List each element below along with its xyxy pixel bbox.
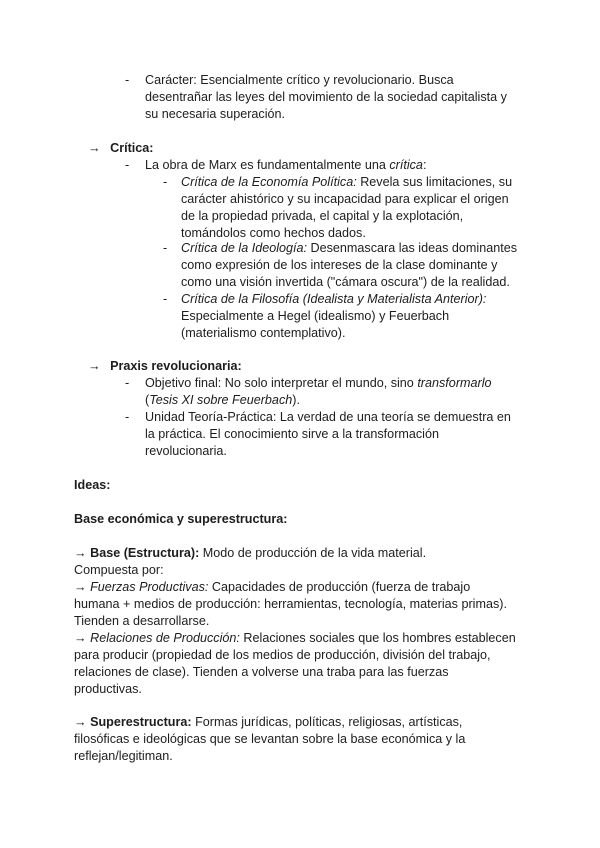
critica-economia xyxy=(181,174,512,242)
arrow-icon: → xyxy=(74,580,87,594)
tesis-italic: Tesis XI sobre Feuerbach xyxy=(149,393,293,407)
sub1-dash xyxy=(163,174,167,191)
fuerzas-title: Fuerzas Productivas: xyxy=(90,580,209,594)
sub-title: Crítica de la Filosofía (Idealista y Materialista Anterior): xyxy=(181,292,487,306)
base-section-heading: Base económica y superestructura: xyxy=(74,512,288,526)
arrow-icon: → xyxy=(74,546,87,560)
paren-close: ). xyxy=(292,393,300,407)
ideas-label: Ideas: xyxy=(74,478,111,492)
critica-heading-row xyxy=(88,140,153,157)
arrow-icon: → xyxy=(88,359,101,373)
sub-rest: Desenmascara las ideas dominantes xyxy=(307,241,518,255)
text-line: su necesaria superación. xyxy=(145,107,286,121)
text-line: Especialmente a Hegel (idealismo) y Feuerbach xyxy=(181,309,450,323)
sub-title: Crítica de la Ideología: xyxy=(181,241,308,255)
bullet-dash: - xyxy=(125,73,130,87)
praxis-heading: Praxis revolucionaria: xyxy=(110,359,242,373)
critica-heading: Crítica: xyxy=(110,141,154,155)
text-line: Carácter: Esencialmente crítico y revolucionario. Busca xyxy=(145,73,454,87)
sub-title: Crítica de la Economía Política: xyxy=(181,175,357,189)
text-line: para producir (propiedad de los medios de producción, división del trabajo, xyxy=(74,648,491,662)
text-line: Unidad Teoría-Práctica: La verdad de una teoría se demuestra en xyxy=(145,410,511,424)
arrow-icon: → xyxy=(74,631,87,645)
text-line: revolucionaria. xyxy=(145,444,227,458)
arrow-icon: → xyxy=(88,141,101,155)
base-block xyxy=(74,545,516,698)
text-line: de la propiedad privada, el capital y la explotación, xyxy=(181,209,464,223)
text-line: carácter ahistórico y su incapacidad para explicar el origen xyxy=(181,192,509,206)
sub-rest: Revela sus limitaciones, su xyxy=(356,175,513,189)
critica-intro xyxy=(145,157,426,174)
praxis-item2-dash xyxy=(125,409,129,426)
text-line: humana + medios de producción: herramientas, tecnología, materias primas). xyxy=(74,597,507,611)
arrow-icon: → xyxy=(74,715,87,729)
relaciones-rest: Relaciones sociales que los hombres establecen xyxy=(239,631,516,645)
relaciones-title: Relaciones de Producción: xyxy=(90,631,240,645)
intro-italic: crítica xyxy=(389,158,423,172)
sub2-dash xyxy=(163,240,167,257)
intro-colon: : xyxy=(422,158,427,172)
text-line: tomándolos como hechos dados. xyxy=(181,226,366,240)
critica-intro-dash xyxy=(125,157,129,174)
item-text: Objetivo final: No solo interpretar el mundo, sino xyxy=(145,376,418,390)
text-line: reflejan/legitiman. xyxy=(74,749,173,763)
compuesta-label: Compuesta por: xyxy=(74,563,164,577)
superestructura-label: Superestructura: xyxy=(90,715,192,729)
bullet-dash: - xyxy=(125,376,130,390)
text-line: desentrañar las leyes del movimiento de la sociedad capitalista y xyxy=(145,90,507,104)
praxis-item1-dash xyxy=(125,375,129,392)
base-rest: Modo de producción de la vida material. xyxy=(199,546,427,560)
praxis-item2 xyxy=(145,409,511,460)
text-line: como expresión de los intereses de la clase dominante y xyxy=(181,258,498,272)
bullet-dash: - xyxy=(163,175,168,189)
text-line: productivas. xyxy=(74,682,142,696)
bullet-dash: - xyxy=(125,158,130,172)
text-line: relaciones de clase). Tienden a volverse una traba para las fuerzas xyxy=(74,665,449,679)
critica-filosofia xyxy=(181,291,486,342)
superestructura-rest: Formas jurídicas, políticas, religiosas, artísticas, xyxy=(191,715,463,729)
praxis-item1 xyxy=(145,375,492,409)
text-line: como una visión invertida ("cámara oscura") de la realidad. xyxy=(181,275,510,289)
paren-open: ( xyxy=(145,393,150,407)
sub3-dash xyxy=(163,291,167,308)
critica-ideologia xyxy=(181,240,517,291)
intro-text: La obra de Marx es fundamentalmente una xyxy=(145,158,390,172)
base-label: Base (Estructura): xyxy=(90,546,200,560)
caracter-text xyxy=(145,72,507,123)
praxis-heading-row xyxy=(88,358,242,375)
bullet-dash: - xyxy=(125,410,130,424)
text-line: Tienden a desarrollarse. xyxy=(74,614,210,628)
item-italic: transformarlo xyxy=(417,376,492,390)
superestructura-block xyxy=(74,714,465,765)
bullet-dash: - xyxy=(163,241,168,255)
fuerzas-rest: Capacidades de producción (fuerza de trabajo xyxy=(208,580,471,594)
bullet-dash: - xyxy=(163,292,168,306)
text-line: la práctica. El conocimiento sirve a la transformación xyxy=(145,427,439,441)
text-line: (materialismo contemplativo). xyxy=(181,326,346,340)
text-line: filosóficas e ideológicas que se levantan sobre la base económica y la xyxy=(74,732,466,746)
